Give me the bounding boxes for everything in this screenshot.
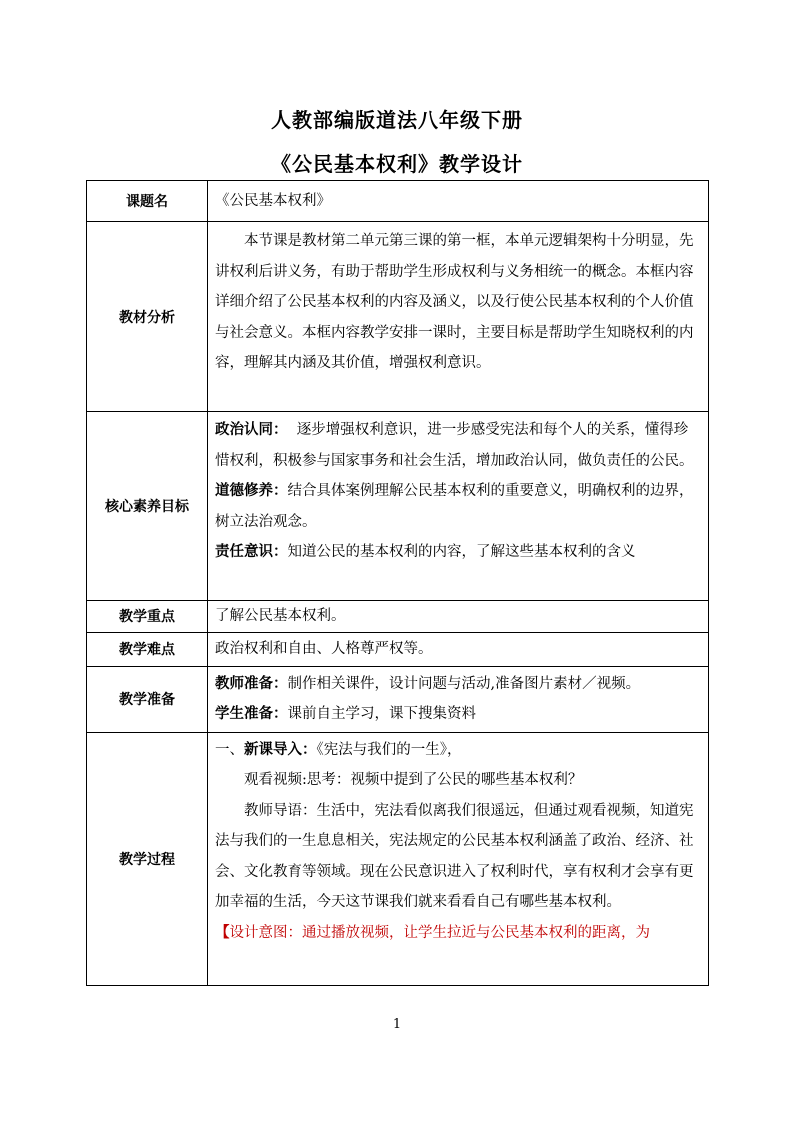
goal-title: 道德修养： bbox=[215, 483, 288, 499]
document-subtitle: 《公民基本权利》教学设计 bbox=[271, 152, 523, 176]
goal-text: 逐步增强权利意识，进一步感受宪法和每个人的关系，懂得珍惜权利，积极参与国家事务和社会生活，增加政治认同，做负责任的公民。 bbox=[215, 422, 694, 469]
difficulty-label: 教学难点 bbox=[87, 632, 208, 666]
process-label: 教学过程 bbox=[87, 732, 208, 985]
intro-text: 《宪法与我们的一生》， bbox=[316, 741, 462, 758]
lesson-plan-table bbox=[86, 180, 709, 986]
row-topic bbox=[87, 181, 709, 222]
student-prep bbox=[215, 699, 702, 730]
teacher-prep-text: 制作相关课件，设计问题与活动,准备图片素材／视频。 bbox=[287, 675, 641, 692]
process-cell bbox=[208, 732, 709, 985]
page-number: 1 bbox=[392, 1017, 402, 1032]
goal-item bbox=[215, 537, 702, 568]
analysis-label: 教材分析 bbox=[87, 222, 208, 412]
goals-cell bbox=[208, 412, 709, 601]
design-intent bbox=[215, 918, 702, 949]
row-analysis bbox=[87, 222, 709, 412]
goal-item bbox=[215, 476, 702, 537]
intro-title: 新课导入： bbox=[244, 741, 317, 758]
goal-text: 结合具体案例理解公民基本权利的重要意义，明确权利的边界，树立法治观念。 bbox=[215, 483, 694, 530]
teacher-prep-title: 教师准备： bbox=[215, 675, 288, 692]
analysis-text: 本节课是教材第二单元第三课的第一框，本单元逻辑架构十分明显，先讲权利后讲义务，有助于帮助学生形成权利与义务相统一的概念。本框内容详细介绍了公民基本权利的内容及涵义，以及行使公民基本权利的个人价值与社会意义。本框内容教学安排一课时，主要目标是帮助学生知晓权利的内容，理解其内涵及其价值，增强权利意识。 bbox=[215, 233, 694, 371]
student-prep-title: 学生准备： bbox=[215, 706, 288, 722]
topic-value: 《公民基本权利》 bbox=[208, 181, 709, 222]
teacher-prep bbox=[215, 669, 702, 700]
key-point-label: 教学重点 bbox=[87, 601, 208, 633]
goal-text: 知道公民的基本权利的内容，了解这些基本权利的含义 bbox=[287, 544, 636, 560]
design-bracket: 【 bbox=[215, 924, 230, 941]
topic-label: 课题名 bbox=[87, 181, 208, 222]
intro-prefix: 一、 bbox=[215, 741, 244, 758]
preparation-cell bbox=[208, 666, 709, 732]
row-process bbox=[87, 732, 709, 985]
row-difficulty bbox=[87, 632, 709, 666]
key-point-value: 了解公民基本权利。 bbox=[208, 601, 709, 633]
row-key-point bbox=[87, 601, 709, 633]
process-guide: 教师导语：生活中，宪法看似离我们很遥远，但通过观看视频，知道宪法与我们的一生息息相关，宪法规定的公民基本权利涵盖了政治、经济、社会、文化教育等领域。现在公民意识进入了权利时代，享有权利才会享有更加幸福的生活，今天这节课我们就来看看自己有哪些基本权利。 bbox=[215, 802, 694, 910]
preparation-label: 教学准备 bbox=[87, 666, 208, 732]
analysis-cell bbox=[208, 222, 709, 412]
design-text: 设计意图：通过播放视频，让学生拉近与公民基本权利的距离，为 bbox=[229, 924, 650, 941]
row-preparation bbox=[87, 666, 709, 732]
goal-item bbox=[215, 415, 702, 476]
document-title: 人教部编版道法八年级下册 bbox=[271, 108, 523, 132]
student-prep-text: 课前自主学习，课下搜集资料 bbox=[287, 706, 476, 722]
goal-title: 责任意识： bbox=[215, 544, 288, 560]
goals-label: 核心素养目标 bbox=[87, 412, 208, 601]
process-watch: 观看视频:思考：视频中提到了公民的哪些基本权利？ bbox=[244, 772, 583, 788]
process-intro bbox=[215, 735, 702, 766]
goal-title: 政治认同： bbox=[215, 422, 288, 438]
difficulty-value: 政治权利和自由、人格尊严权等。 bbox=[208, 632, 709, 666]
row-goals bbox=[87, 412, 709, 601]
